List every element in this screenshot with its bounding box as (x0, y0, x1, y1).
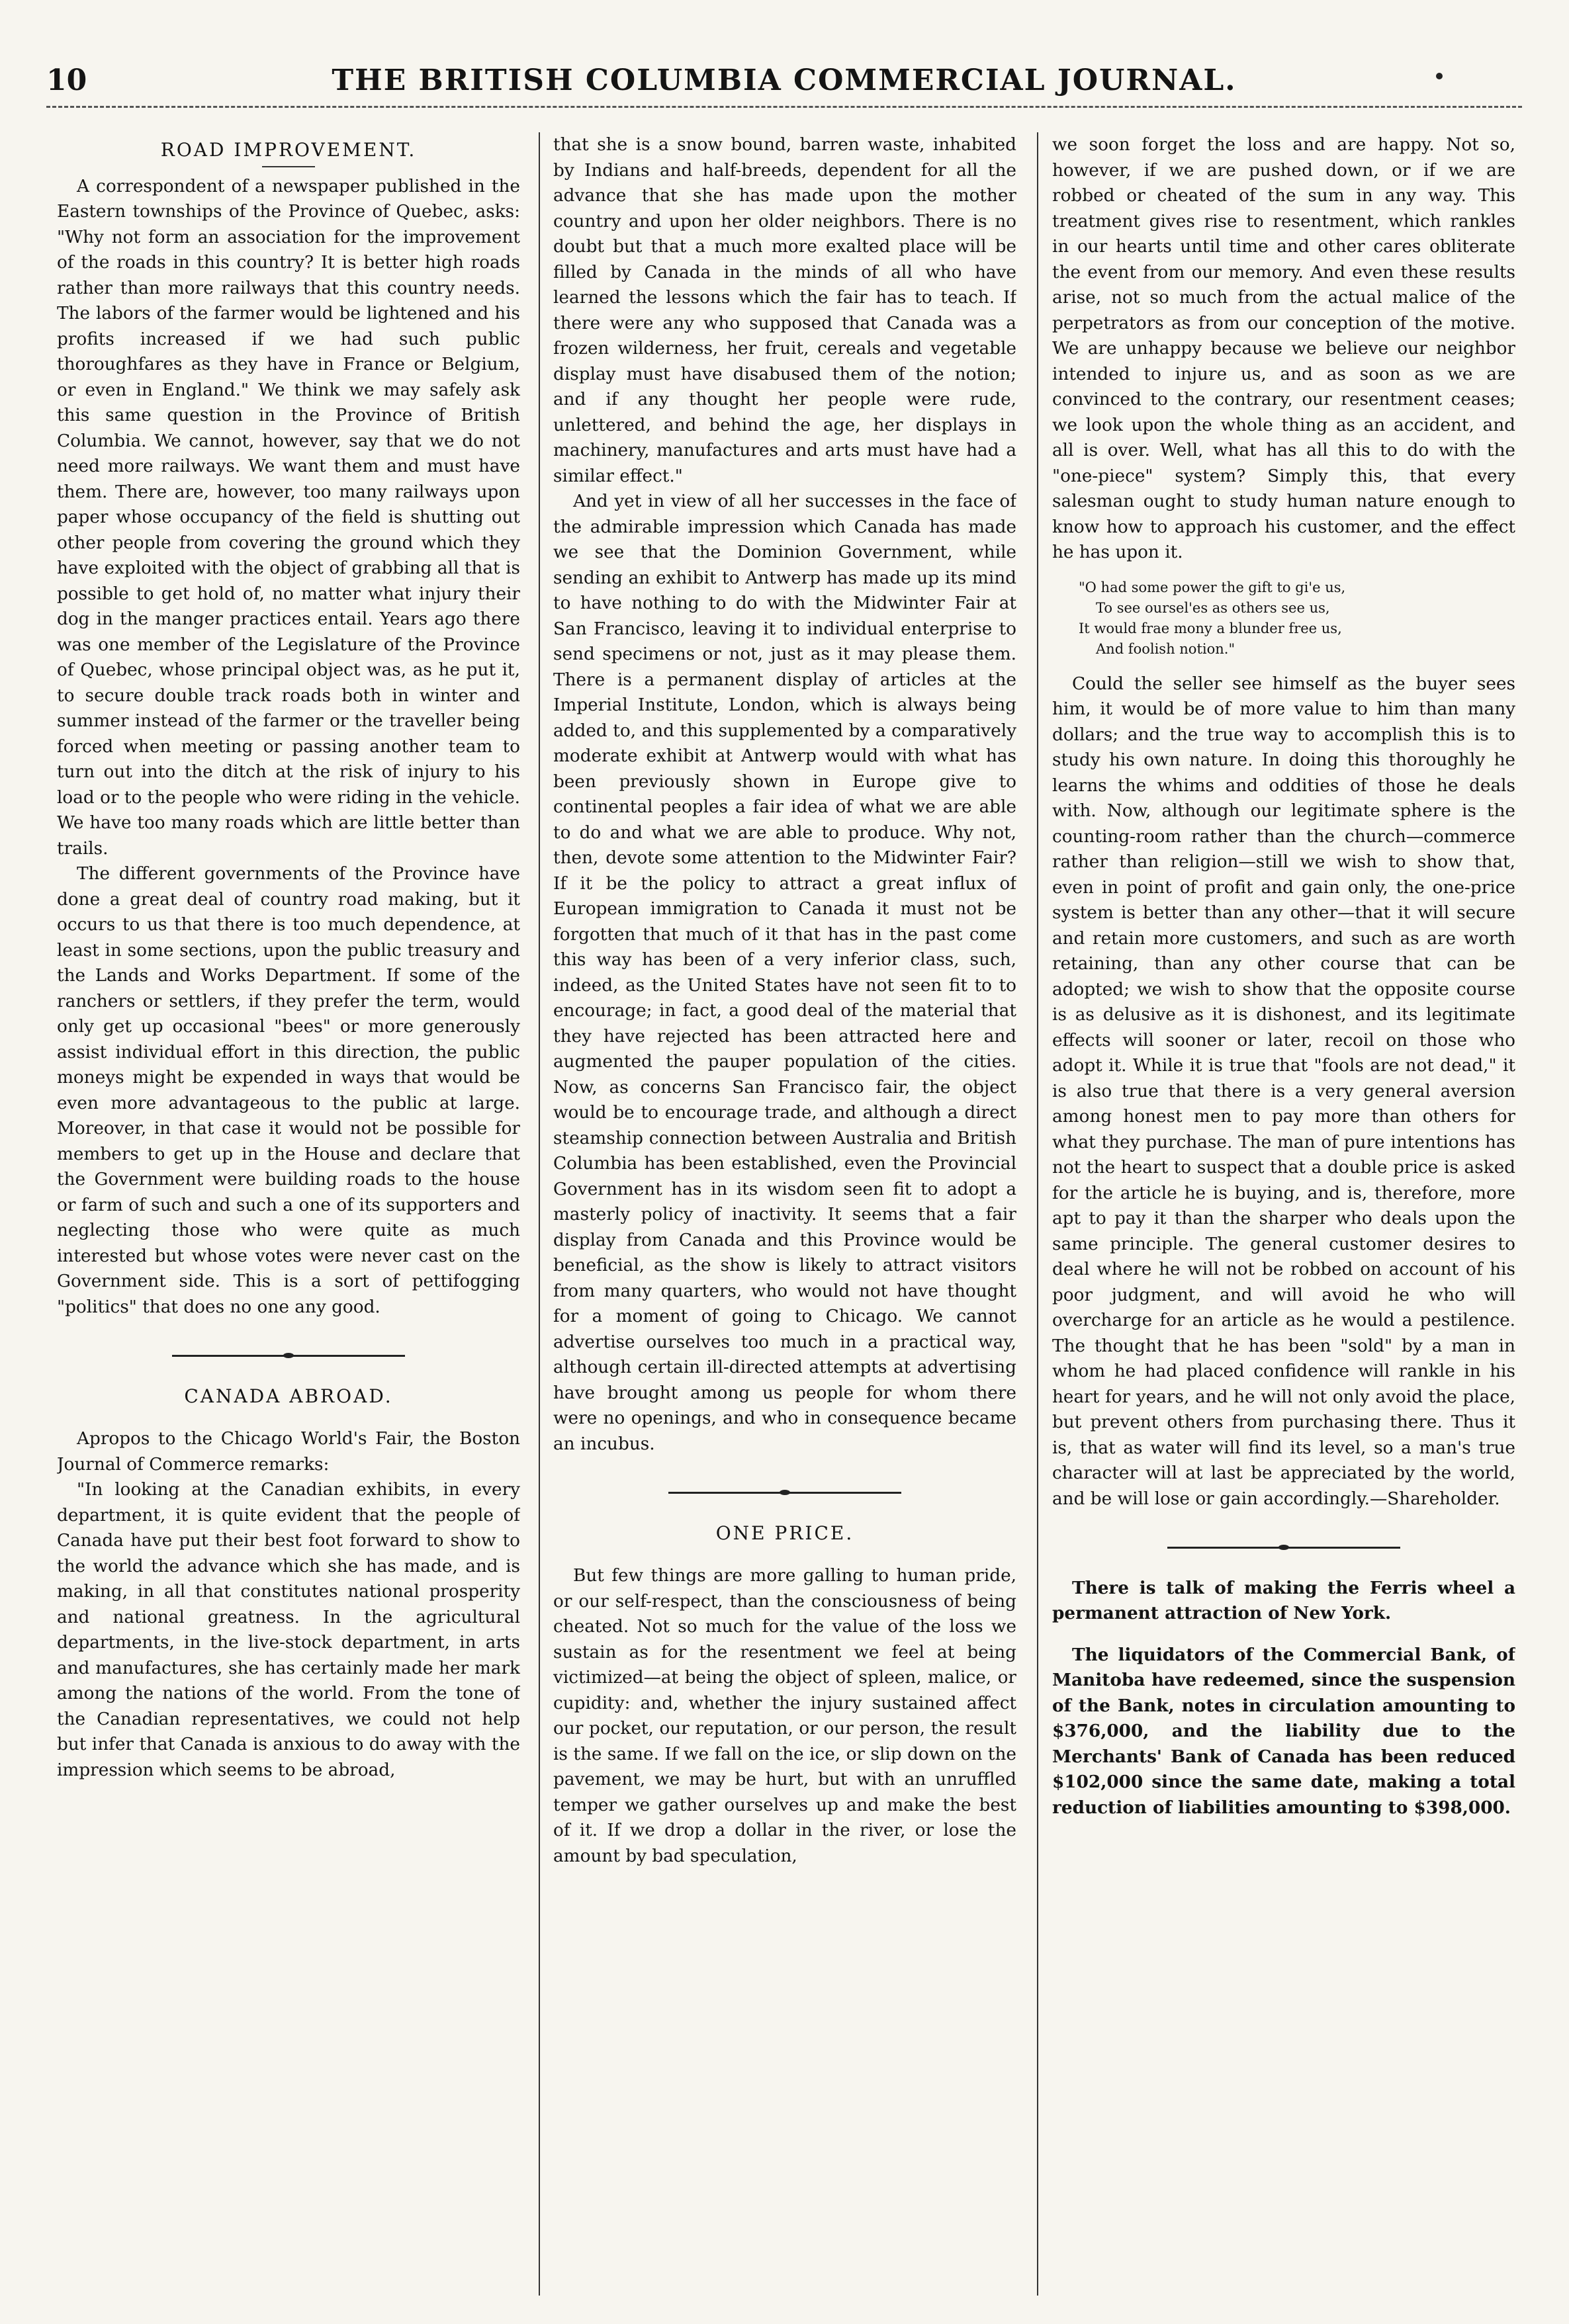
column-3 (1052, 132, 1515, 2296)
canada-paragraph-2: "In looking at the Canadian exhibits, in every department, it is quite evident that the people of Canada have put their best foot forward to show to the world the advance which she has made, and is making, in all that constitutes national prosperity and national greatness. In the agricultural departments, in the live-stock department, in arts and manufactures, she has certainly made her mark among the nations of the world. From the tone of the Canadian representatives, we could not help but infer that Canada is anxious to do away with the impression which seems to be abroad, (57, 1480, 520, 1780)
canada-paragraph-2-continued: that she is a snow bound, barren waste, inhabited by Indians and half-breeds, dependent for all the advance that she has made upon the mother country and upon her older neighbors. There is no doubt but that a much more exalted place will be filled by Canada in the minds of all who have learned the lessons which the fair has to teach. If there were any who supposed that Canada was a frozen wilderness, her fruit, cereals and vegetable display must have disabused them of the notion; and if any thought her people were rude, unlettered, and behind the age, her displays in machinery, manufactures and arts must have had a similar effect." (553, 135, 1016, 486)
section-divider (1052, 1534, 1515, 1560)
canada-paragraph-1: Apropos to the Chicago World's Fair, the Boston Journal of Commerce remarks: (57, 1429, 520, 1475)
commercial-bank-notice: The liquidators of the Commercial Bank, of Manitoba have redeemed, since the suspension of the Bank, notes in circulation amounting to $376,000, and the liability due to the Merchants' Bank of Canada has been reduced $102,000 since the same date, making a total reduction of liabilities amounting to $398,000. (1052, 1644, 1515, 1818)
road-paragraph-2: The different governments of the Province have done a great deal of country road making, but it occurs to us that there is too much dependence, at least in some sections, upon the public treasury and the Lands and Works Department. If some of the ranchers or settlers, if they prefer the term, would only get up occasional "bees" or more generously assist individual effort in this direction, the public moneys might be expended in ways that would be even more advantageous to the public at large. Moreover, in that case it would not be possible for members to get up in the House and declare that the Government were building roads to the house or farm of such and such a one of its supporters and neglecting those who were quite as much interested but whose votes were never cast on the Government side. This is a sort of pettifogging "politics" that does no one any good. (57, 864, 520, 1317)
journal-title: THE BRITISH COLUMBIA COMMERCIAL JOURNAL. (332, 64, 1237, 97)
column-2 (553, 132, 1016, 2296)
page-header (46, 64, 1522, 101)
one-price-heading: ONE PRICE. (715, 1522, 854, 1544)
page-number: 10 (46, 64, 87, 97)
column-divider-2 (1037, 132, 1038, 2296)
poem-quote (1079, 578, 1515, 660)
poem-line: "O had some power the gift to gi'e us, (1079, 579, 1346, 595)
heading-rule (262, 166, 315, 167)
section-divider (57, 1342, 520, 1368)
section-divider (553, 1479, 1016, 1505)
header-dot (1436, 73, 1443, 79)
road-paragraph-1: A correspondent of a newspaper published in the Eastern townships of the Province of Quebec, asks: "Why not form an association for the improvement of the roads in this country? It is better high roads rather than more railways that this country needs. The labors of the farmer would be lightened and his profits increased if we had such public thoroughfares as they have in France or Belgium, or even in England." We think we may safely ask this same question in the Province of British Columbia. We cannot, however, say that we do not need more railways. We want them and must have them. There are, however, too many railways upon paper whose occupancy of the field is shutting out other people from covering the ground which they have exploited with the object of grabbing all that is possible to get hold of, no matter what injury their dog in the manger practices entail. Years ago there was one member of the Legislature of the Province of Quebec, whose principal object was, as he put it, to secure double track roads both in winter and summer instead of the farmer or the traveller being forced when meeting or passing another team to turn out into the ditch at the risk of injury to his load or to the people who were riding in the vehicle. We have too many roads which are little better than trails. (57, 176, 520, 859)
poem-line: And foolish notion." (1096, 640, 1235, 657)
road-improvement-heading: ROAD IMPROVEMENT. (160, 139, 417, 161)
one-price-paragraph-1: But few things are more galling to human pride, or our self-respect, than the consciousness of being cheated. Not so much for the value of the loss we sustain as for the resentment we feel at being victimized—at being the object of spleen, malice, or cupidity: and, whether the injury sustained affect our pocket, our reputation, or our person, the result is the same. If we fall on the ice, or slip down on the pavement, we may be hurt, but with an unruffled temper we gather ourselves up and make the best of it. If we drop a dollar in the river, or lose the amount by bad speculation, (553, 1566, 1016, 1866)
one-price-paragraph-2: Could the seller see himself as the buyer sees him, it would be of more value to him than many dollars; and the true way to accomplish this is to study his own nature. In doing this thoroughly he learns the whims and oddities of those he deals with. Now, although our legitimate sphere is the counting-room rather than the church—commerce rather than religion—still we wish to show that, even in point of profit and gain only, the one-price system is better than any other—that it will secure and retain more customers, and such as are worth retaining, than any other course that can be adopted; we wish to show that the opposite course is as delusive as it is dishonest, and its legitimate effects will sooner or later, recoil on those who adopt it. While it is true that "fools are not dead," it is also true that there is a very general aversion among honest men to pay more than others for what they purchase. The man of pure intentions has not the heart to suspect that a double price is asked for the article he is buying, and is, therefore, more apt to pay it than the sharper who deals upon the same principle. The general customer desires to deal where he will not be robbed on account of his poor judgment, and will avoid he who will overcharge for an article as he would a pestilence. The thought that he has been "sold" by a man in whom he had placed confidence will rankle in his heart for years, and he will not only avoid the place, but prevent others from purchasing there. Thus it is, that as water will find its level, so a man's true character will at last be appreciated by the world, and be will lose or gain accordingly.—Shareholder. (1052, 673, 1515, 1509)
canada-abroad-heading: CANADA ABROAD. (184, 1385, 393, 1407)
one-price-paragraph-1-continued: we soon forget the loss and are happy. Not so, however, if we are pushed down, or if we are robbed or cheated of the sum in any way. This treatment gives rise to resentment, which rankles in our hearts until time and other cares obliterate the event from our memory. And even these results arise, not so much from the actual malice of the perpetrators as from our conception of the motive. We are unhappy because we believe our neighbor intended to injure us, and as soon as we are convinced to the contrary, our resentment ceases; we look upon the whole thing as an accident, and all is over. Well, what has all this to do with the "one-piece" system? Simply this, that every salesman ought to study human nature enough to know how to approach his customer, and the effect he has upon it. (1052, 135, 1515, 562)
poem-line: It would frae mony a blunder free us, (1079, 620, 1342, 636)
column-1 (57, 132, 520, 2296)
canada-paragraph-3: And yet in view of all her successes in the face of the admirable impression which Canada has made we see that the Dominion Government, while sending an exhibit to Antwerp has made up its mind to have nothing to do with the Midwinter Fair at San Francisco, leaving it to individual enterprise to send specimens or not, just as it may please them. There is a permanent display of articles at the Imperial Institute, London, which is always being added to, and this supplemented by a comparatively moderate exhibit at Antwerp would with what has been previously shown in Europe give to continental peoples a fair idea of what we are able to do and what we are able to produce. Why not, then, devote some attention to the Midwinter Fair? If it be the policy to attract a great influx of European immigration to Canada it must not be forgotten that much of it that has in the past come this way has been of a very inferior class, such, indeed, as the United States have not seen fit to to encourage; in fact, a good deal of the material that they have rejected has been attracted here and augmented the pauper population of the cities. Now, as concerns San Francisco fair, the object would be to encourage trade, and although a direct steamship connection between Australia and British Columbia has been established, even the Provincial Government has in its wisdom seen fit to adopt a masterly policy of inactivity. It seems that a fair display from Canada and this Province would be beneficial, as the show is likely to attract visitors from many quarters, who would not have thought for a moment of going to Chicago. We cannot advertise ourselves too much in a practical way, although certain ill-directed attempts at advertising have brought among us people for whom there were no openings, and who in consequence became an incubus. (553, 492, 1016, 1454)
poem-line: To see oursel'es as others see us, (1096, 599, 1330, 616)
column-divider-1 (539, 132, 540, 2296)
ferris-wheel-notice: There is talk of making the Ferris wheel a permanent attraction of New York. (1052, 1577, 1515, 1623)
header-rule (46, 106, 1522, 108)
